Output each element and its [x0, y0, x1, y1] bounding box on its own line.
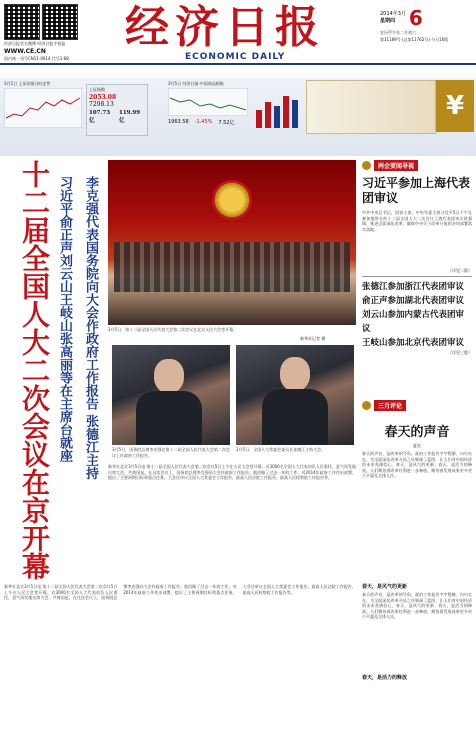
commentary-subhead-2: 春天，是活力的释放: [362, 675, 408, 681]
sidebar-more-2[interactable]: （详见三版）: [448, 350, 472, 355]
sidebar-tag-news: 两会要闻导视: [374, 160, 418, 171]
newspaper-title: 经济日报: [125, 2, 325, 53]
commentary-author: 夏宏: [413, 443, 421, 448]
bar-chart-graphic: [252, 84, 302, 132]
index-name: 上证指数: [89, 87, 105, 92]
presidium-rows: [114, 242, 350, 292]
masthead-rule: [0, 63, 476, 65]
sidebar-link-2[interactable]: 俞正声参加湖北代表团审议: [362, 296, 465, 306]
newspaper-subtitle: ECONOMIC DAILY: [185, 52, 286, 62]
commodity-caption: 3月5日 经济日报-中国商品指数: [168, 81, 224, 86]
premier-photo: [112, 345, 230, 445]
yen-logo: ¥: [436, 80, 474, 132]
main-photo-caption: 3月5日，第十二届全国人民代表大会第二次会议在北京人民大会堂开幕。: [108, 327, 238, 332]
commentary: [362, 400, 472, 683]
stock-panel: [86, 84, 148, 136]
commentary-tag: 三月评论: [374, 400, 406, 411]
lead-headline: 十二届全国人大二次会议在京开幕: [18, 160, 51, 580]
lead-deck-2: 习近平俞正声刘云山王岐山张高丽等在主席台就座: [57, 176, 72, 462]
commodity-chart: [168, 88, 248, 116]
lead-body-columns: 新华社北京3月5日电 第十二届全国人民代表大会第二次会议5日上午在人民大会堂开幕。近3000名全国人大代表肩负人民重托，意气风发地出席大会，共商国是。在这次会议上，国务院总理李克强向大会作政府工作报告。他回顾了过去一年的工作，对2014年政府工作作出部署，提出了主要预期目标和重点任务。大会还审议全国人大常委会工作报告、最高人民法院工作报告、最高人民检察院工作报告等。: [4, 584, 356, 601]
commodity-value-3: 7.52亿: [218, 120, 235, 126]
qr-code-right: [42, 4, 78, 40]
advertisement: [306, 80, 436, 134]
sidebar-link-4[interactable]: 王岐山参加北京代表团审议: [362, 338, 465, 348]
national-emblem-icon: [212, 180, 252, 220]
turnover-1: 107.73亿: [89, 110, 111, 124]
issue-number: 国内统一刊号CN11-0014 代号1-68: [4, 56, 69, 61]
commentary-subhead-1: 春天，是风气的更新: [362, 584, 408, 590]
date-block: [380, 6, 474, 42]
date-day: 6: [408, 6, 423, 30]
index-value: 2053.08: [89, 94, 117, 101]
emblem-icon: [362, 401, 371, 410]
commodity-values: [168, 119, 235, 126]
commodity-value-2: -1.45%: [194, 119, 213, 125]
main-photo-credit: 新华社记者 摄: [300, 336, 326, 341]
commentary-body: 春天的声音，是改革的号角。政府工作报告字字铿锵，句句实在，为全面深化改革开局之年擘画了蓝图，让人们对中国经济的未来充满信心。春天，是风气的更新；春天，是活力的释放。人们期待着改革红利进一步释放，期待着发展成果更多更公平惠及全体人民。: [362, 451, 472, 479]
sidebar-more-1[interactable]: （详见二版）: [448, 268, 472, 273]
premier-photo-caption: 3月5日，国务院总理李克强在第十二届全国人民代表大会第二次会议上作政府工作报告。: [112, 447, 230, 458]
website[interactable]: WWW.CE.CN: [4, 48, 46, 55]
commentary-title[interactable]: 春天的声音: [384, 425, 450, 440]
ticker-caption: 3月5日 上证综指分时走势: [4, 81, 51, 86]
sidebar-headline[interactable]: 习近平参加上海代表团审议: [362, 176, 471, 205]
sidebar-link-1[interactable]: 张德江参加浙江代表团审议: [362, 282, 465, 292]
index-chart: [4, 88, 82, 128]
date-month: 2014年3月: [380, 11, 406, 17]
chairman-photo: [236, 345, 354, 445]
issue-count: 第11189号 (总第11762号) 今日16版: [380, 37, 449, 42]
emblem-icon: [362, 161, 371, 170]
sidebar-top: [362, 160, 472, 355]
sidebar-divider: [362, 276, 472, 277]
date-weekday: 星期四: [380, 18, 396, 24]
index-value-2: 7298.13: [89, 101, 114, 108]
commodity-value-1: 1963.58: [168, 119, 189, 125]
lunar-date: 农历甲午年二月初六: [380, 30, 416, 35]
turnover-2: 119.99亿: [119, 110, 141, 124]
lead-deck-1: 李克强代表国务院向大会作政府工作报告 张德江主持: [83, 176, 98, 480]
chairman-photo-caption: 3月5日，全国人大常委会委员长张德江主持大会。: [236, 447, 326, 452]
main-photo: [108, 160, 356, 325]
lead-intro-text: 新华社北京3月5日电 第十二届全国人民代表大会第二次会议5日上午在人民大会堂开幕。近3000名全国人大代表肩负人民重托，意气风发地出席大会，共商国是。在这次会议上，国务院总理李克强向大会作政府工作报告。他回顾了过去一年的工作，对2014年政府工作作出部署，提出了主要预期目标和重点任务。大会还审议全国人大常委会工作报告、最高人民法院工作报告、最高人民检察院工作报告等。: [108, 464, 356, 481]
qr-label: 经济日报官方微博 经济日报手机报: [4, 41, 66, 46]
sidebar-summary: 中共中央总书记、国家主席、中央军委主席习近平5日下午在参加他所在的十二届全国人大二次会议上海代表团审议时强调，推进全面深化改革，确保中央关于改革开放的各项部署落实落地。: [362, 210, 472, 232]
commentary-body-2: 春天的声音，是改革的号角。政府工作报告字字铿锵，句句实在，为全面深化改革开局之年擘画了蓝图，让人们对中国经济的未来充满信心。春天，是风气的更新；春天，是活力的释放。人们期待着改革红利进一步释放，期待着发展成果更多更公平惠及全体人民。: [362, 592, 472, 620]
sidebar-link-3[interactable]: 刘云山参加内蒙古代表团审议: [362, 310, 465, 334]
qr-code-left: [4, 4, 40, 40]
